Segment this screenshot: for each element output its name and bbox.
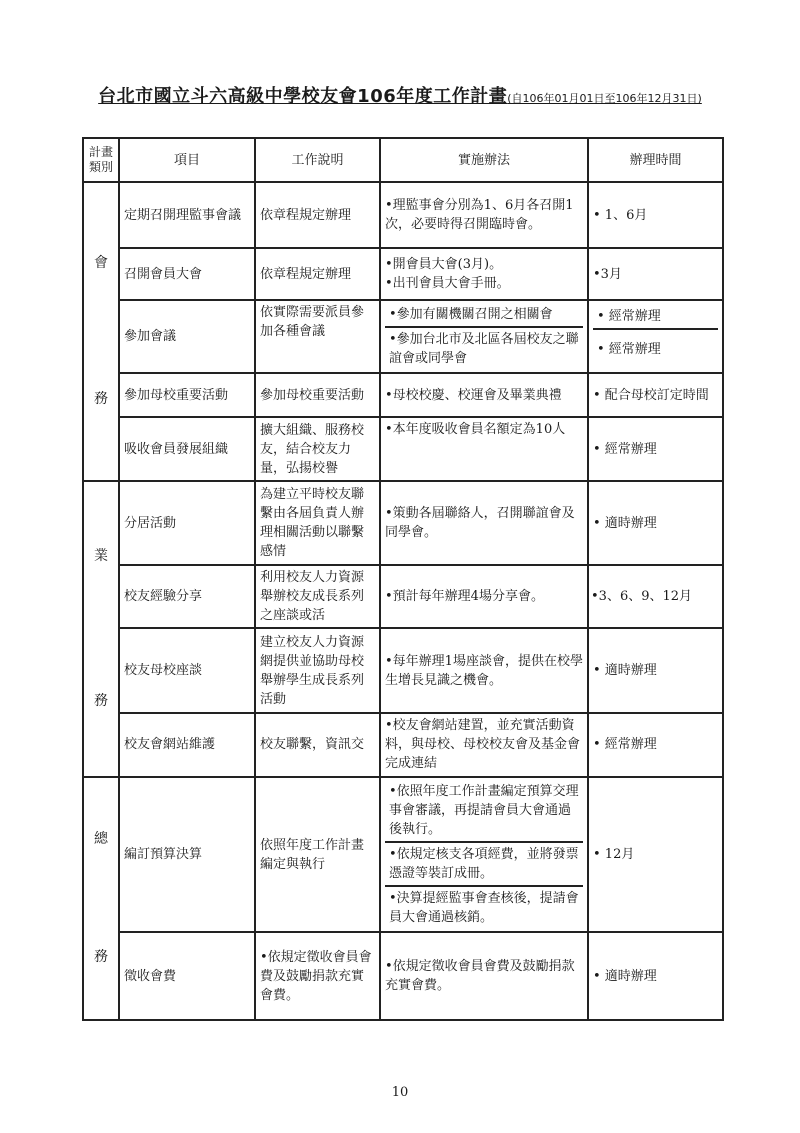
category-cell-membership <box>83 182 119 481</box>
table-row <box>83 481 723 565</box>
row-method: •開會員大會(3月)。 •出刊會員大會手冊。 <box>380 248 588 300</box>
work-plan-table <box>82 137 724 1021</box>
row-method: •校友會網站建置，並充實活動資料，與母校、母校校友會及基金會完成連結 <box>380 713 588 777</box>
table-header-row <box>83 138 723 182</box>
table-row <box>83 628 723 712</box>
category-char: 務 <box>94 693 108 709</box>
row-time: • 12月 <box>588 777 723 932</box>
header-time: 辦理時間 <box>588 138 723 182</box>
table-row <box>83 373 723 417</box>
row-time: • 適時辦理 <box>588 481 723 565</box>
row-method: •依照年度工作計畫編定預算交理事會審議，再提請會員大會通過後執行。 •依規定核支各項經費，並將發票憑證等裝訂成冊。 •決算提經監事會查核後，提請會員大會通過核銷。 <box>380 777 588 932</box>
row-description: 利用校友人力資源舉辦校友成長系列之座談或活 <box>255 565 380 628</box>
row-method: •本年度吸收會員名額定為10人 <box>380 417 588 481</box>
table-row <box>83 932 723 1020</box>
row-description: 參加母校重要活動 <box>255 373 380 417</box>
row-description: 擴大組織、服務校友，結合校友力量，弘揚校譽 <box>255 417 380 481</box>
row-time: • 適時辦理 <box>588 932 723 1020</box>
category-char: 務 <box>94 949 108 965</box>
row-description: 建立校友人力資源網提供並協助母校舉辦學生成長系列活動 <box>255 628 380 712</box>
row-method: •參加有關機關召開之相關會 •參加台北市及北區各屆校友之聯誼會或同學會 <box>380 300 588 373</box>
row-method: •策動各屆聯絡人，召開聯誼會及同學會。 <box>380 481 588 565</box>
row-description: 為建立平時校友聯繫由各屆負責人辦理相關活動以聯繫感情 <box>255 481 380 565</box>
document-title <box>0 82 800 108</box>
row-item: 校友母校座談 <box>119 628 255 712</box>
row-item: 校友會網站維護 <box>119 713 255 777</box>
row-method: •母校校慶、校運會及畢業典禮 <box>380 373 588 417</box>
row-description: 校友聯繫，資訊交 <box>255 713 380 777</box>
header-category: 計畫類別 <box>83 138 119 182</box>
category-cell-general <box>83 777 119 1020</box>
category-char: 業 <box>94 548 108 564</box>
row-description: 依實際需要派員參加各種會議 <box>255 300 380 373</box>
row-item: 召開會員大會 <box>119 248 255 300</box>
row-description: 依章程規定辦理 <box>255 248 380 300</box>
row-description: 依章程規定辦理 <box>255 182 380 248</box>
row-item: 編訂預算決算 <box>119 777 255 932</box>
table-row <box>83 300 723 373</box>
category-cell-business <box>83 481 119 777</box>
row-item: 參加會議 <box>119 300 255 373</box>
row-item: 徵收會費 <box>119 932 255 1020</box>
row-item: 分居活動 <box>119 481 255 565</box>
table-row <box>83 713 723 777</box>
row-method: •理監事會分別為1、6月各召開1次，必要時得召開臨時會。 <box>380 182 588 248</box>
row-method: •每年辦理1場座談會，提供在校學生增長見識之機會。 <box>380 628 588 712</box>
category-char: 務 <box>94 391 108 407</box>
page-number: 10 <box>391 1085 409 1100</box>
row-time: • 配合母校訂定時間 <box>588 373 723 417</box>
row-time: • 經常辦理 • 經常辦理 <box>588 300 723 373</box>
table-row <box>83 565 723 628</box>
row-time: • 經常辦理 <box>588 417 723 481</box>
row-item: 定期召開理監事會議 <box>119 182 255 248</box>
row-time: •3、6、9、12月 <box>588 565 723 628</box>
row-time: • 適時辦理 <box>588 628 723 712</box>
row-item: 校友經驗分享 <box>119 565 255 628</box>
table-row <box>83 182 723 248</box>
header-method: 實施辦法 <box>380 138 588 182</box>
row-item: 吸收會員發展組織 <box>119 417 255 481</box>
title-date-range: (自106年01月01日至106年12月31日) <box>507 92 702 105</box>
row-item: 參加母校重要活動 <box>119 373 255 417</box>
header-item: 項目 <box>119 138 255 182</box>
row-method: •依規定徵收會員會費及鼓勵捐款充實會費。 <box>380 932 588 1020</box>
table-row <box>83 417 723 481</box>
row-time: • 經常辦理 <box>588 713 723 777</box>
table-row <box>83 248 723 300</box>
row-time: •3月 <box>588 248 723 300</box>
row-time: • 1、6月 <box>588 182 723 248</box>
row-method: •預計每年辦理4場分享會。 <box>380 565 588 628</box>
category-char: 總 <box>94 831 108 847</box>
row-description: •依規定徵收會員會費及鼓勵捐款充實會費。 <box>255 932 380 1020</box>
category-char: 會 <box>94 255 108 271</box>
header-description: 工作說明 <box>255 138 380 182</box>
table-row <box>83 777 723 932</box>
row-description: 依照年度工作計畫編定與執行 <box>255 777 380 932</box>
title-main: 台北市國立斗六高級中學校友會106年度工作計畫 <box>98 86 508 107</box>
